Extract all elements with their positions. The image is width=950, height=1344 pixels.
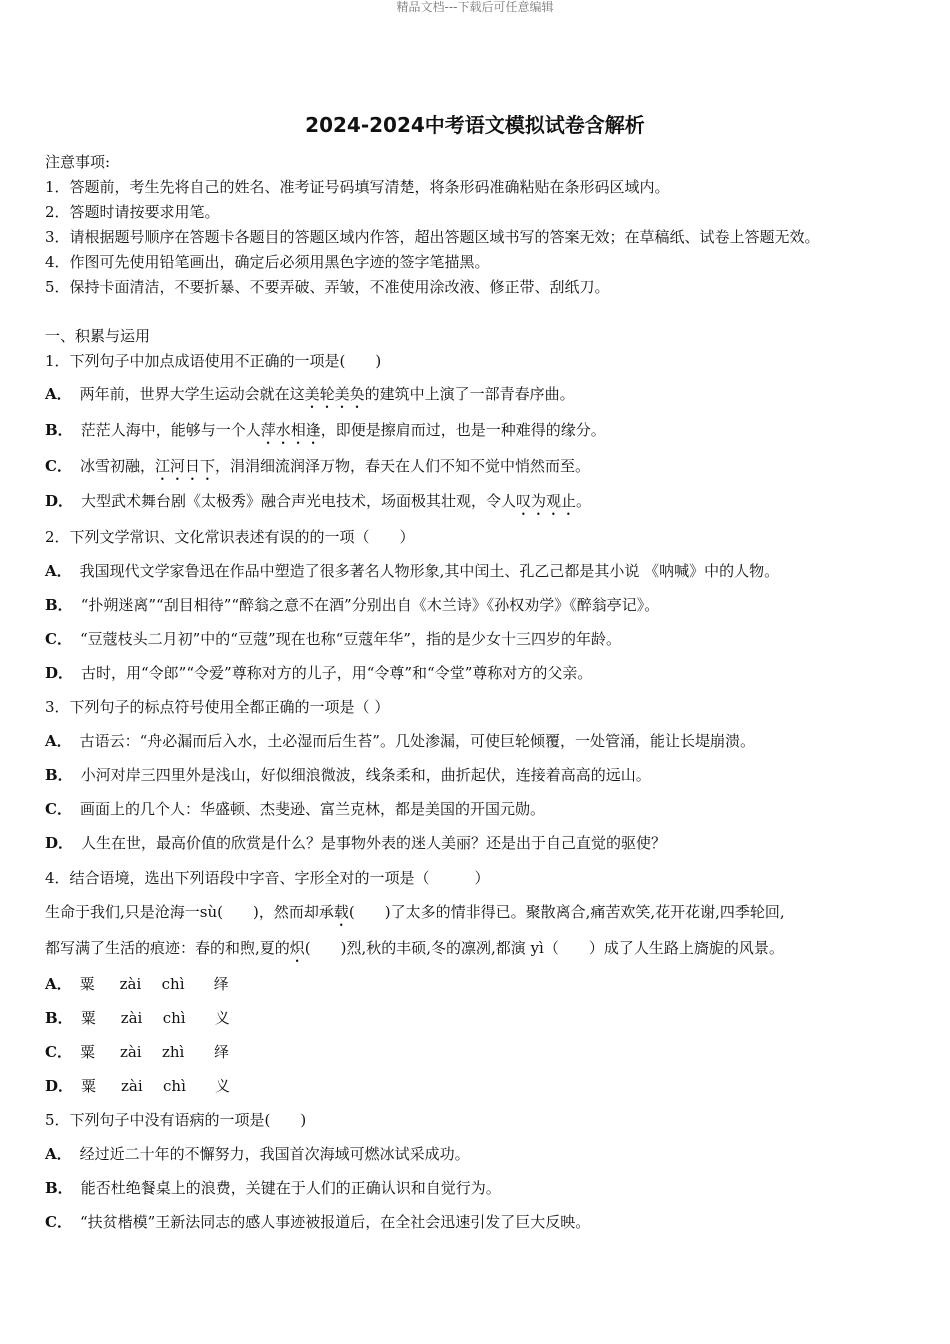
question-5-option-a: [45, 1144, 470, 1164]
question-2-option-d: [45, 663, 592, 683]
option-letter: B．: [45, 1179, 73, 1197]
option-cell: chì: [162, 1009, 186, 1027]
document-title: 2024-2024中考语文模拟试卷含解析: [305, 113, 645, 137]
section-heading: 一、积累与运用: [45, 327, 151, 345]
dotted-char: 载: [333, 903, 349, 921]
option-text: 茫茫人海中，能够与一个人: [80, 421, 261, 439]
option-cell: zhì: [161, 1043, 185, 1061]
passage-text: 都写满了生活的痕迹：春的和煦,夏的: [45, 939, 290, 957]
question-2-option-a: [45, 561, 779, 581]
notice-item-1: 1．答题前，考生先将自己的姓名、准考证号码填写清楚，将条形码准确粘贴在条形码区域内。: [45, 178, 670, 196]
dotted-idiom: 江河日下: [154, 457, 215, 475]
option-text: 古语云：“舟必漏而后入水，土必湿而后生苔”。几处渗漏，可使巨轮倾覆，一处管涌，能让长堤崩溃。: [79, 732, 755, 750]
option-letter: A．: [45, 562, 72, 580]
question-4-passage-line-1: [45, 902, 785, 930]
question-4-option-d: [45, 1076, 230, 1096]
option-text: 古时，用“令郎”“令爱”尊称对方的儿子，用“令尊”和“令堂”尊称对方的父亲。: [81, 664, 593, 682]
option-letter: A．: [45, 385, 72, 403]
option-cell: 义: [214, 1009, 230, 1027]
passage-text: ( )了太多的情非得已。聚散离合,痛苦欢笑,花开花谢,四季轮回,: [348, 903, 785, 921]
notice-item-2: 2．答题时请按要求用笔。: [45, 203, 220, 221]
option-text: ，涓涓细流润泽万物，春天在人们不知不觉中悄然而至。: [214, 457, 590, 475]
option-cell: 粟: [81, 1077, 97, 1095]
option-cell: 粟: [80, 1009, 96, 1027]
question-1-option-d: [45, 491, 591, 519]
option-text: 小河对岸三四里外是浅山，好似细浪微波，线条柔和，曲折起伏，连接着高高的远山。: [80, 766, 651, 784]
question-4-stem: 4．结合语境，选出下列语段中字音、字形全对的一项是（ ）: [45, 869, 490, 887]
option-letter: B．: [45, 1009, 73, 1027]
option-letter: C．: [45, 1043, 72, 1061]
option-text: “扶贫楷模”王新法同志的感人事迹被报道后，在全社会迅速引发了巨大反映。: [79, 1213, 591, 1231]
option-text: 能否杜绝餐桌上的浪费，关键在于人们的正确认识和自觉行为。: [80, 1179, 501, 1197]
question-3-option-a: [45, 731, 755, 751]
option-text: 。: [576, 492, 592, 510]
notice-item-3: 3．请根据题号顺序在答题卡各题目的答题区域内作答，超出答题区域书写的答案无效；在草稿纸、试卷上答题无效。: [45, 228, 820, 246]
option-letter: C．: [45, 457, 72, 475]
option-cell: zài: [119, 975, 142, 993]
option-text: 冰雪初融，: [79, 457, 155, 475]
option-letter: A．: [45, 732, 72, 750]
question-1-stem: 1．下列句子中加点成语使用不正确的一项是( ): [45, 352, 382, 370]
dotted-idiom: 美轮美奂: [304, 385, 365, 403]
option-letter: B．: [45, 421, 73, 439]
question-2-option-b: [45, 595, 659, 615]
dotted-char: 炽: [289, 939, 305, 957]
question-5-option-b: [45, 1178, 501, 1198]
option-letter: D．: [45, 834, 74, 852]
option-cell: 绎: [213, 1043, 229, 1061]
question-3-stem: 3．下列句子的标点符号使用全都正确的一项是（ ）: [45, 698, 390, 716]
option-letter: C．: [45, 630, 72, 648]
question-1-option-a: [45, 384, 575, 412]
dotted-idiom: 萍水相逢: [260, 421, 321, 439]
option-cell: zài: [121, 1077, 143, 1095]
option-letter: B．: [45, 596, 73, 614]
option-letter: D．: [45, 492, 74, 510]
question-4-option-a: [45, 974, 229, 994]
question-4-option-c: [45, 1042, 229, 1062]
option-cell: chì: [163, 1077, 186, 1095]
question-5-option-c: [45, 1212, 590, 1232]
option-letter: B．: [45, 766, 73, 784]
option-text: 两年前，世界大学生运动会就在这: [79, 385, 305, 403]
notice-item-4: 4．作图可先使用铅笔画出，确定后必须用黑色字迹的签字笔描黑。: [45, 253, 490, 271]
option-text: 大型武术舞台剧《太极秀》融合声光电技术，场面极其壮观，令人: [81, 492, 517, 510]
option-text: “豆蔻枝头二月初”中的“豆蔻”现在也称“豆蔻年华”，指的是少女十三四岁的年龄。: [79, 630, 621, 648]
option-cell: 粟: [79, 975, 95, 993]
option-text: 我国现代文学家鲁迅在作品中塑造了很多著名人物形象,其中闰土、孔乙己都是其小说 《呐喊》中的人物。: [79, 562, 780, 580]
question-1-option-c: [45, 456, 590, 484]
question-3-option-c: [45, 799, 545, 819]
notice-heading: 注意事项:: [45, 153, 111, 171]
option-text: ，即便是擦肩而过，也是一种难得的缘分。: [320, 421, 606, 439]
option-letter: D．: [45, 664, 74, 682]
option-letter: D．: [45, 1077, 74, 1095]
option-cell: 义: [215, 1077, 231, 1095]
dotted-idiom: 叹为观止: [516, 492, 577, 510]
option-text: 画面上的几个人：华盛顿、杰斐逊、富兰克林，都是美国的开国元勋。: [79, 800, 545, 818]
question-3-option-b: [45, 765, 651, 785]
notice-item-5: 5．保持卡面清洁，不要折暴、不要弄破、弄皱，不准使用涂改液、修正带、刮纸刀。: [45, 278, 610, 296]
option-cell: zài: [120, 1009, 143, 1027]
option-cell: 绎: [213, 975, 229, 993]
question-4-passage-line-2: [45, 938, 784, 966]
question-5-stem: 5．下列句子中没有语病的一项是( ): [45, 1111, 307, 1129]
question-4-option-b: [45, 1008, 230, 1028]
option-letter: C．: [45, 1213, 72, 1231]
option-letter: A．: [45, 1145, 72, 1163]
passage-text: ( )烈,秋的丰硕,冬的凛冽,都演 yì（ ）成了人生路上旖旎的风景。: [304, 939, 784, 957]
question-3-option-d: [45, 833, 666, 853]
option-cell: 粟: [79, 1043, 95, 1061]
option-text: 经过近二十年的不懈努力，我国首次海域可燃冰试采成功。: [79, 1145, 470, 1163]
option-text: 人生在世，最高价值的欣赏是什么？是事物外表的迷人美丽？还是出于自己直觉的驱使？: [81, 834, 667, 852]
question-1-option-b: [45, 420, 606, 448]
header-note: 精品文档---下载后可任意编辑: [396, 0, 554, 14]
question-2-option-c: [45, 629, 621, 649]
option-cell: zài: [119, 1043, 142, 1061]
option-letter: C．: [45, 800, 72, 818]
option-text: “扑朔迷离”“刮目相待”“醉翁之意不在酒”分别出自《木兰诗》《孙权劝学》《醉翁亭记》。: [80, 596, 660, 614]
option-letter: A．: [45, 975, 72, 993]
question-2-stem: 2．下列文学常识、文化常识表述有误的的一项（ ）: [45, 528, 415, 546]
option-cell: chì: [161, 975, 185, 993]
passage-text: 生命于我们,只是沧海一sù( )，然而却承: [45, 903, 334, 921]
option-text: 的建筑中上演了一部青春序曲。: [364, 385, 575, 403]
